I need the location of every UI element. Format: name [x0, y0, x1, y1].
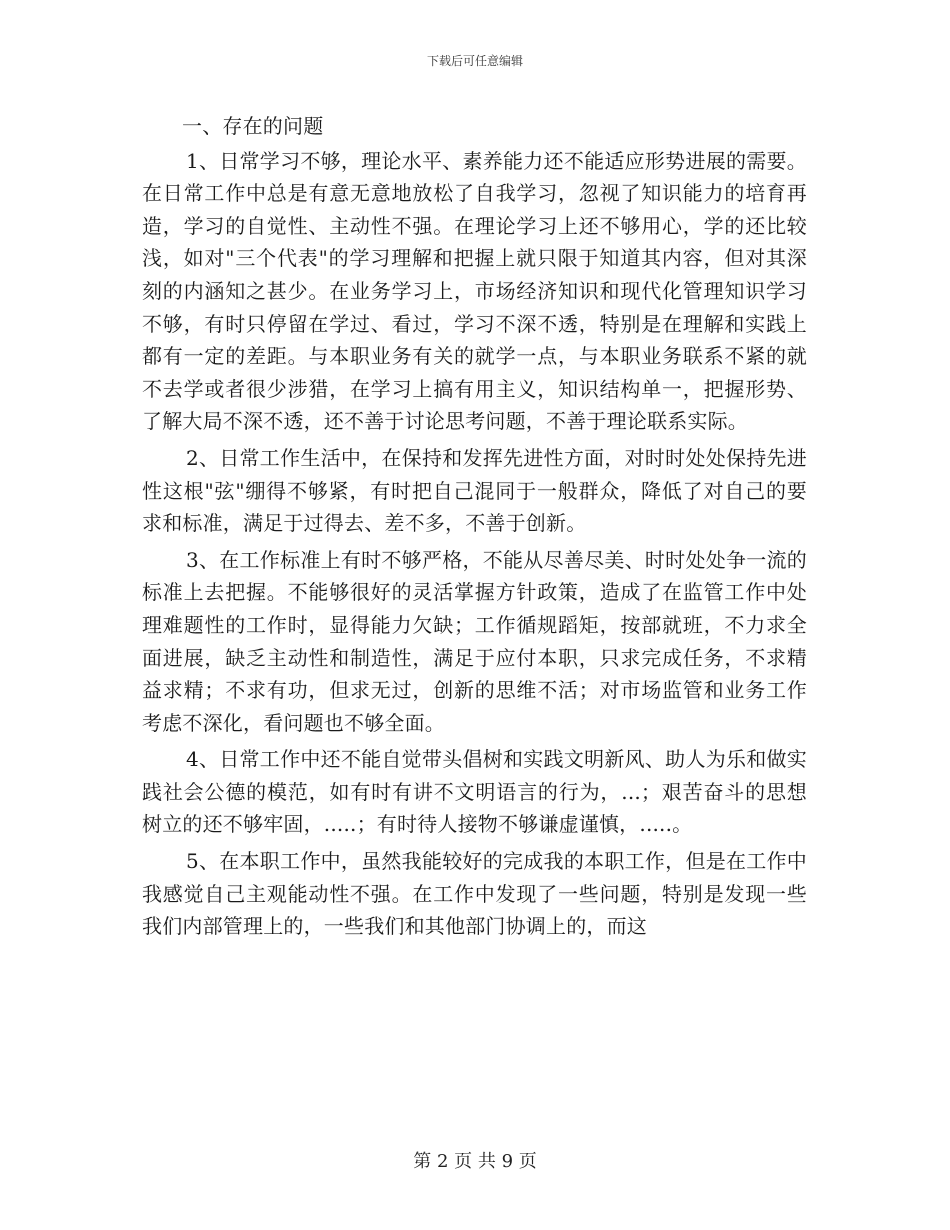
paragraph-1: 1、日常学习不够，理论水平、素养能力还不能适应形势进展的需要。在日常工作中总是有意无意地放松了自我学习，忽视了知识能力的培育再造，学习的自觉性、主动性不强。在理论学习上还不够用心，学的还比较浅，如对"三个代表"的学习理解和把握上就只限于知道其内容，但对其深刻的内涵知之甚少。在业务学习上，市场经济知识和现代化管理知识学习不够，有时只停留在学过、看过，学习不深不透，特别是在理解和实践上都有一定的差距。与本职业务有关的就学一点，与本职业务联系不紧的就不去学或者很少涉猎，在学习上搞有用主义，知识结构单一，把握形势、了解大局不深不透，还不善于讨论思考问题，不善于理论联系实际。 — [142, 148, 807, 434]
paragraph-3: 3、在工作标准上有时不够严格，不能从尽善尽美、时时处处争一流的标准上去把握。不能够很好的灵活掌握方针政策，造成了在监管工作中处理难题性的工作时，显得能力欠缺；工作循规蹈矩，按部就班，不力求全面进展，缺乏主动性和制造性，满足于应付本职，只求完成任务，不求精益求精；不求有功，但求无过，创新的思维不活；对市场监管和业务工作考虑不深化，看问题也不够全面。 — [142, 547, 807, 735]
section-title: 一、存在的问题 — [182, 114, 324, 138]
paragraph-5: 5、在本职工作中，虽然我能较好的完成我的本职工作，但是在工作中我感觉自己主观能动性不强。在工作中发现了一些问题，特别是发现一些我们内部管理上的，一些我们和其他部门协调上的，而这 — [142, 849, 807, 939]
paragraph-2: 2、日常工作生活中，在保持和发挥先进性方面，对时时处处保持先进性这根"弦"绷得不够紧，有时把自己混同于一般群众，降低了对自己的要求和标准，满足于过得去、差不多，不善于创新。 — [142, 445, 807, 536]
page-number-footer: 第 2 页 共 9 页 — [413, 1151, 537, 1172]
document-body — [142, 110, 807, 943]
paragraph-4: 4、日常工作中还不能自觉带头倡树和实践文明新风、助人为乐和做实践社会公德的模范，如有时有讲不文明语言的行为，...；艰苦奋斗的思想树立的还不够牢固，.....；有时待人接物不够谦虚谨慎，.....。 — [142, 747, 807, 837]
page-header-note: 下载后可任意编辑 — [426, 54, 523, 68]
